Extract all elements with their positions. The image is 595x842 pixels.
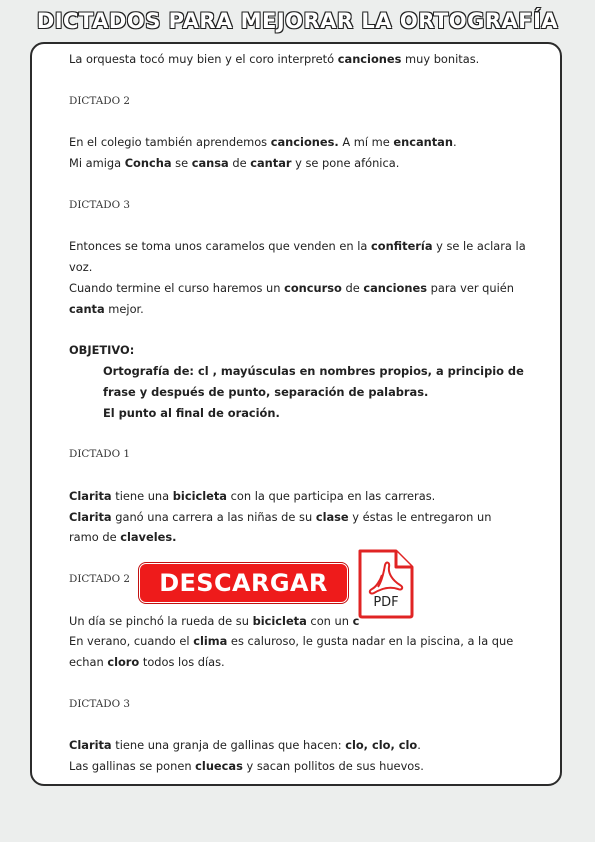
download-button[interactable]: DESCARGAR bbox=[139, 563, 348, 603]
text: La orquesta tocó muy bien y el coro interpretó bbox=[69, 52, 338, 66]
text: A mí me bbox=[338, 135, 394, 150]
text: En verano, cuando el bbox=[69, 634, 194, 649]
text: y se pone afónica. bbox=[291, 155, 400, 170]
bold-word: bicicleta bbox=[172, 488, 227, 503]
bold-word: encantan bbox=[393, 135, 453, 150]
bold-word: Clarita bbox=[69, 509, 112, 524]
bold-word: cantar bbox=[250, 155, 292, 170]
objective-line: frase y después de punto, separación de palabras. bbox=[103, 384, 429, 399]
text: echan bbox=[69, 655, 108, 670]
text: voz. bbox=[69, 259, 93, 274]
paragraph-p2b bbox=[69, 153, 537, 174]
text: con la que participa en las carreras. bbox=[227, 488, 436, 503]
paragraph-p4b bbox=[69, 507, 537, 549]
dictation-heading: DICTADO 3 bbox=[69, 697, 131, 710]
text: mejor. bbox=[104, 301, 144, 316]
bold-word: bicicleta bbox=[252, 613, 307, 628]
text: y sacan pollitos de sus huevos. bbox=[242, 759, 424, 774]
paragraph-p3a bbox=[69, 236, 537, 278]
bold-word: canciones bbox=[363, 280, 427, 295]
bold-word: clo, clo, clo bbox=[345, 738, 418, 753]
text: tiene una bbox=[111, 488, 173, 503]
text: . bbox=[452, 135, 457, 150]
text: y se le aclara la bbox=[432, 239, 526, 254]
text: En el colegio también aprendemos bbox=[69, 135, 271, 150]
document-page bbox=[30, 42, 562, 786]
dictation-heading: DICTADO 2 bbox=[69, 94, 131, 107]
paragraph-p6a bbox=[69, 735, 537, 756]
bold-word: Concha bbox=[124, 155, 172, 170]
text: . bbox=[417, 738, 421, 753]
text: tiene una granja de gallinas que hacen: bbox=[111, 738, 346, 753]
paragraph-p2a bbox=[69, 132, 537, 153]
text: y éstas le entregaron un bbox=[348, 509, 492, 524]
page-title: DICTADOS PARA MEJORAR LA ORTOGRAFÍA bbox=[36, 9, 559, 33]
text: Cuando termine el curso haremos un bbox=[69, 280, 285, 295]
bold-word: clima bbox=[193, 634, 228, 649]
bold-word: confitería bbox=[371, 239, 433, 254]
text: Las gallinas se ponen bbox=[69, 759, 196, 774]
dictation-heading: DICTADO 2 bbox=[69, 572, 131, 585]
bold-word: c bbox=[352, 613, 360, 628]
text: Mi amiga bbox=[69, 155, 125, 170]
dictation-heading: DICTADO 3 bbox=[69, 198, 131, 211]
objective-label: OBJETIVO: bbox=[69, 343, 135, 358]
objective-line: Ortografía de: cl , mayúsculas en nombres propios, a principio de bbox=[103, 363, 524, 378]
text: Entonces se toma unos caramelos que venden en la bbox=[69, 239, 371, 254]
bold-word: claveles. bbox=[120, 530, 177, 545]
text: es caluroso, le gusta nadar en la piscina, a la que bbox=[227, 634, 514, 649]
text: ramo de bbox=[69, 530, 121, 545]
bold-word: Clarita bbox=[69, 488, 112, 503]
text: ganó una carrera a las niñas de su bbox=[111, 509, 316, 524]
document-body bbox=[69, 49, 537, 777]
text: para ver quién bbox=[426, 280, 514, 295]
bold-word: canciones bbox=[337, 52, 402, 66]
bold-word: clase bbox=[315, 509, 349, 524]
text: muy bonitas. bbox=[401, 52, 480, 66]
bold-word: cansa bbox=[191, 155, 229, 170]
bold-word: cloro bbox=[107, 655, 140, 670]
text: todos los días. bbox=[139, 655, 225, 670]
text: de bbox=[341, 280, 364, 295]
dictation-heading: DICTADO 1 bbox=[69, 448, 131, 461]
text: de bbox=[228, 155, 251, 170]
bold-word: canta bbox=[69, 301, 105, 316]
paragraph-p5a bbox=[69, 611, 537, 632]
bold-word: canciones. bbox=[270, 135, 339, 150]
text: se bbox=[171, 155, 192, 170]
paragraph-p1 bbox=[69, 49, 537, 70]
paragraph-p6b bbox=[69, 756, 537, 777]
paragraph-p4a bbox=[69, 486, 537, 507]
paragraph-p5b bbox=[69, 631, 537, 673]
text: Un día se pinchó la rueda de su bbox=[69, 613, 253, 628]
objective-line: El punto al final de oración. bbox=[103, 405, 280, 420]
bold-word: Clarita bbox=[69, 738, 112, 753]
pdf-label: PDF bbox=[373, 595, 399, 610]
text: con un bbox=[306, 613, 353, 628]
bold-word: cluecas bbox=[195, 759, 243, 774]
bold-word: concurso bbox=[284, 280, 342, 295]
paragraph-p3b bbox=[69, 278, 537, 320]
